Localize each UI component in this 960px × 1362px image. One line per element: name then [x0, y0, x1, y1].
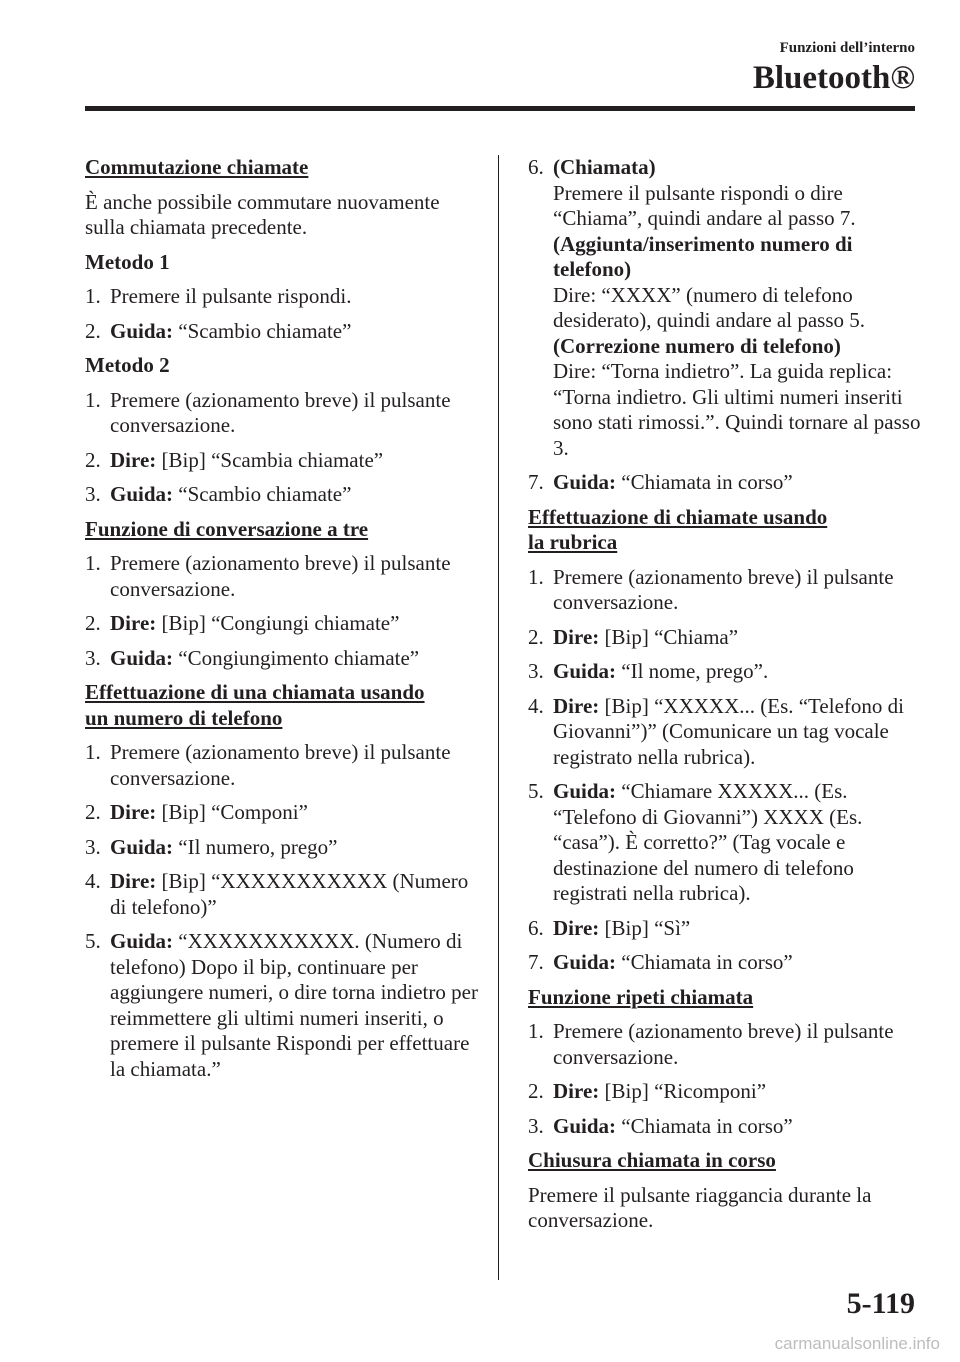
step-label: Guida:	[110, 929, 174, 953]
step-text: Dire: “XXXX” (numero di telefono desiderato), quindi andare al passo 5.	[553, 282, 865, 332]
step-text: “Il nome, prego”.	[621, 659, 769, 683]
list-item: 3. Guida: “Scambio chiamate”	[85, 482, 352, 506]
list-item: 1. Premere (azionamento breve) il pulsante conversazione.	[528, 1019, 894, 1069]
step-label: Guida:	[553, 779, 617, 803]
step-text: “Chiamata in corso”	[621, 470, 793, 494]
list-item: 4. Dire: [Bip] “XXXXX... (Es. “Telefono di Giovanni”)” (Comunicare un tag vocale registrato nella rubrica).	[528, 693, 904, 769]
list-item: 5. Guida: “XXXXXXXXXXX. (Numero di telefono) Dopo il bip, continuare per aggiungere numeri, o dire torna indietro per reimmettere gli ultimi numeri inseriti, o premere il pulsante Rispondi per effettuare la chiamata.”	[85, 929, 478, 1081]
step-label: Guida:	[553, 950, 617, 974]
step-label: Guida:	[553, 1113, 617, 1138]
step-text: [Bip] “Componi”	[161, 800, 308, 824]
heading-commutazione: Commutazione chiamate	[85, 155, 309, 179]
step-text: Premere (azionamento breve) il pulsante conversazione.	[110, 740, 451, 790]
list-item: 1. Premere (azionamento breve) il pulsante conversazione.	[85, 740, 451, 790]
list-item: 2. Dire: [Bip] “Ricomponi”	[528, 1079, 767, 1103]
list-item: 1. Premere il pulsante rispondi.	[85, 284, 352, 308]
step-text: “Scambio chiamate”	[178, 482, 352, 506]
list-item: 6. (Chiamata) Premere il pulsante rispondi o dire “Chiama”, quindi andare al passo 7. (Aggiunta/inserimento numero di telefono) Dire: “XXXX” (numero di telefono desiderato), quindi andare al passo 5. (Correzione numero di telefono) Dire: “Torna indietro”. La guida replica: “Torna indietro. Gli ultimi numeri inseriti sono stati rimossi.”. Quindi tornare al passo 3.	[528, 155, 923, 461]
header-section-label: Funzioni dell’interno	[779, 40, 915, 56]
step-text: [Bip] “Ricomponi”	[604, 1079, 767, 1103]
step-text: Premere (azionamento breve) il pulsante conversazione.	[553, 564, 894, 614]
step-label: Dire:	[110, 611, 157, 635]
step-label: Dire:	[553, 1079, 600, 1103]
step-label: Guida:	[110, 318, 174, 343]
intro-commutazione: È anche possibile commutare nuovamente sulla chiamata precedente.	[85, 189, 440, 239]
list-item: 3. Guida: “Congiungimento chiamate”	[85, 645, 420, 670]
step-text: Dire: “Torna indietro”. La guida replica: “Torna indietro. Gli ultimi numeri inseriti sono stati rimossi.”. Quindi tornare al passo 3.	[553, 359, 921, 460]
step-text: [Bip] “Sì”	[604, 915, 691, 940]
step-label: Dire:	[553, 915, 600, 940]
list-item: 2. Dire: [Bip] “Chiama”	[528, 624, 739, 649]
step-text: “XXXXXXXXXXX. (Numero di telefono) Dopo il bip, continuare per aggiungere numeri, o dire torna indietro per reimmettere gli ultimi numeri inseriti, o premere il pulsante Rispondi per effettuare la chiamata.”	[110, 929, 478, 1081]
list-item: 1. Premere (azionamento breve) il pulsante conversazione.	[85, 387, 451, 437]
page-number: 5-119	[846, 1287, 915, 1320]
step-text: “Chiamare XXXXX... (Es. “Telefono di Giovanni”) XXXX (Es. “casa”). È corretto?” (Tag vocale e destinazione del numero di telefono registrati nella rubrica).	[553, 779, 863, 905]
step-text: Premere il pulsante rispondi o dire “Chiama”, quindi andare al passo 7.	[553, 180, 856, 230]
header-rule	[85, 106, 915, 111]
list-item: 3. Guida: “Chiamata in corso”	[528, 1113, 793, 1138]
step-label: Guida:	[553, 470, 617, 494]
heading-rubrica: Effettuazione di chiamate usando la rubrica	[528, 504, 828, 554]
step-text: Premere (azionamento breve) il pulsante conversazione.	[110, 551, 451, 601]
step-label: Dire:	[110, 800, 157, 824]
list-item: 6. Dire: [Bip] “Sì”	[528, 915, 691, 940]
page-title: Bluetooth®	[752, 60, 915, 96]
step-text: [Bip] “XXXXX... (Es. “Telefono di Giovanni”)” (Comunicare un tag vocale registrato nella rubrica).	[553, 693, 904, 769]
step-label: (Correzione numero di telefono)	[553, 333, 841, 358]
step-text: Premere (azionamento breve) il pulsante conversazione.	[110, 387, 451, 437]
chiusura-text: Premere il pulsante riaggancia durante la conversazione.	[528, 1182, 872, 1232]
step-label: Guida:	[110, 645, 174, 670]
watermark: carmanualsonline.info	[774, 1334, 940, 1353]
step-text: [Bip] “XXXXXXXXXXX (Numero di telefono)”	[110, 869, 469, 919]
step-label: (Chiamata)	[553, 155, 656, 179]
list-item: 1. Premere (azionamento breve) il pulsante conversazione.	[528, 564, 894, 614]
list-item: 7. Guida: “Chiamata in corso”	[528, 470, 793, 494]
heading-chiusura: Chiusura chiamata in corso	[528, 1148, 776, 1172]
step-text: “Chiamata in corso”	[621, 950, 793, 974]
step-text: “Chiamata in corso”	[621, 1113, 793, 1138]
step-text: [Bip] “Chiama”	[604, 624, 739, 649]
step-text: “Il numero, prego”	[178, 834, 338, 859]
column-divider	[498, 155, 499, 1280]
step-text: “Scambio chiamate”	[178, 318, 352, 343]
list-item: 4. Dire: [Bip] “XXXXXXXXXXX (Numero di telefono)”	[85, 869, 469, 919]
step-label: Dire:	[110, 447, 157, 472]
heading-ripeti: Funzione ripeti chiamata	[528, 984, 754, 1009]
list-item: 2. Dire: [Bip] “Congiungi chiamate”	[85, 611, 400, 635]
list-item: 2. Guida: “Scambio chiamate”	[85, 318, 352, 343]
step-label: Guida:	[553, 659, 617, 683]
list-item: 1. Premere (azionamento breve) il pulsante conversazione.	[85, 551, 451, 601]
step-text: Premere (azionamento breve) il pulsante conversazione.	[553, 1019, 894, 1069]
heading-chiamata-numero: Effettuazione di una chiamata usando un numero di telefono	[85, 680, 425, 730]
metodo-1-label: Metodo 1	[85, 249, 170, 274]
step-label: Dire:	[110, 869, 157, 893]
left-column	[85, 155, 480, 1091]
list-item: 2. Dire: [Bip] “Scambia chiamate”	[85, 447, 384, 472]
step-text: Premere il pulsante rispondi.	[110, 284, 352, 308]
step-text: [Bip] “Scambia chiamate”	[161, 447, 384, 472]
right-column	[528, 155, 923, 1243]
list-item: 3. Guida: “Il nome, prego”.	[528, 659, 769, 683]
list-item: 7. Guida: “Chiamata in corso”	[528, 950, 793, 974]
list-item: 5. Guida: “Chiamare XXXXX... (Es. “Telefono di Giovanni”) XXXX (Es. “casa”). È corretto?” (Tag vocale e destinazione del numero di telefono registrati nella rubrica).	[528, 779, 863, 905]
step-label: Dire:	[553, 693, 600, 718]
step-text: [Bip] “Congiungi chiamate”	[161, 611, 400, 635]
step-label: Guida:	[110, 482, 174, 506]
step-label: Dire:	[553, 624, 600, 649]
step-label: (Aggiunta/inserimento numero di telefono)	[553, 231, 853, 281]
list-item: 3. Guida: “Il numero, prego”	[85, 834, 338, 859]
list-item: 2. Dire: [Bip] “Componi”	[85, 800, 308, 824]
step-label: Guida:	[110, 834, 174, 859]
step-text: “Congiungimento chiamate”	[178, 645, 420, 670]
heading-conversazione-tre: Funzione di conversazione a tre	[85, 516, 369, 541]
metodo-2-label: Metodo 2	[85, 353, 170, 377]
